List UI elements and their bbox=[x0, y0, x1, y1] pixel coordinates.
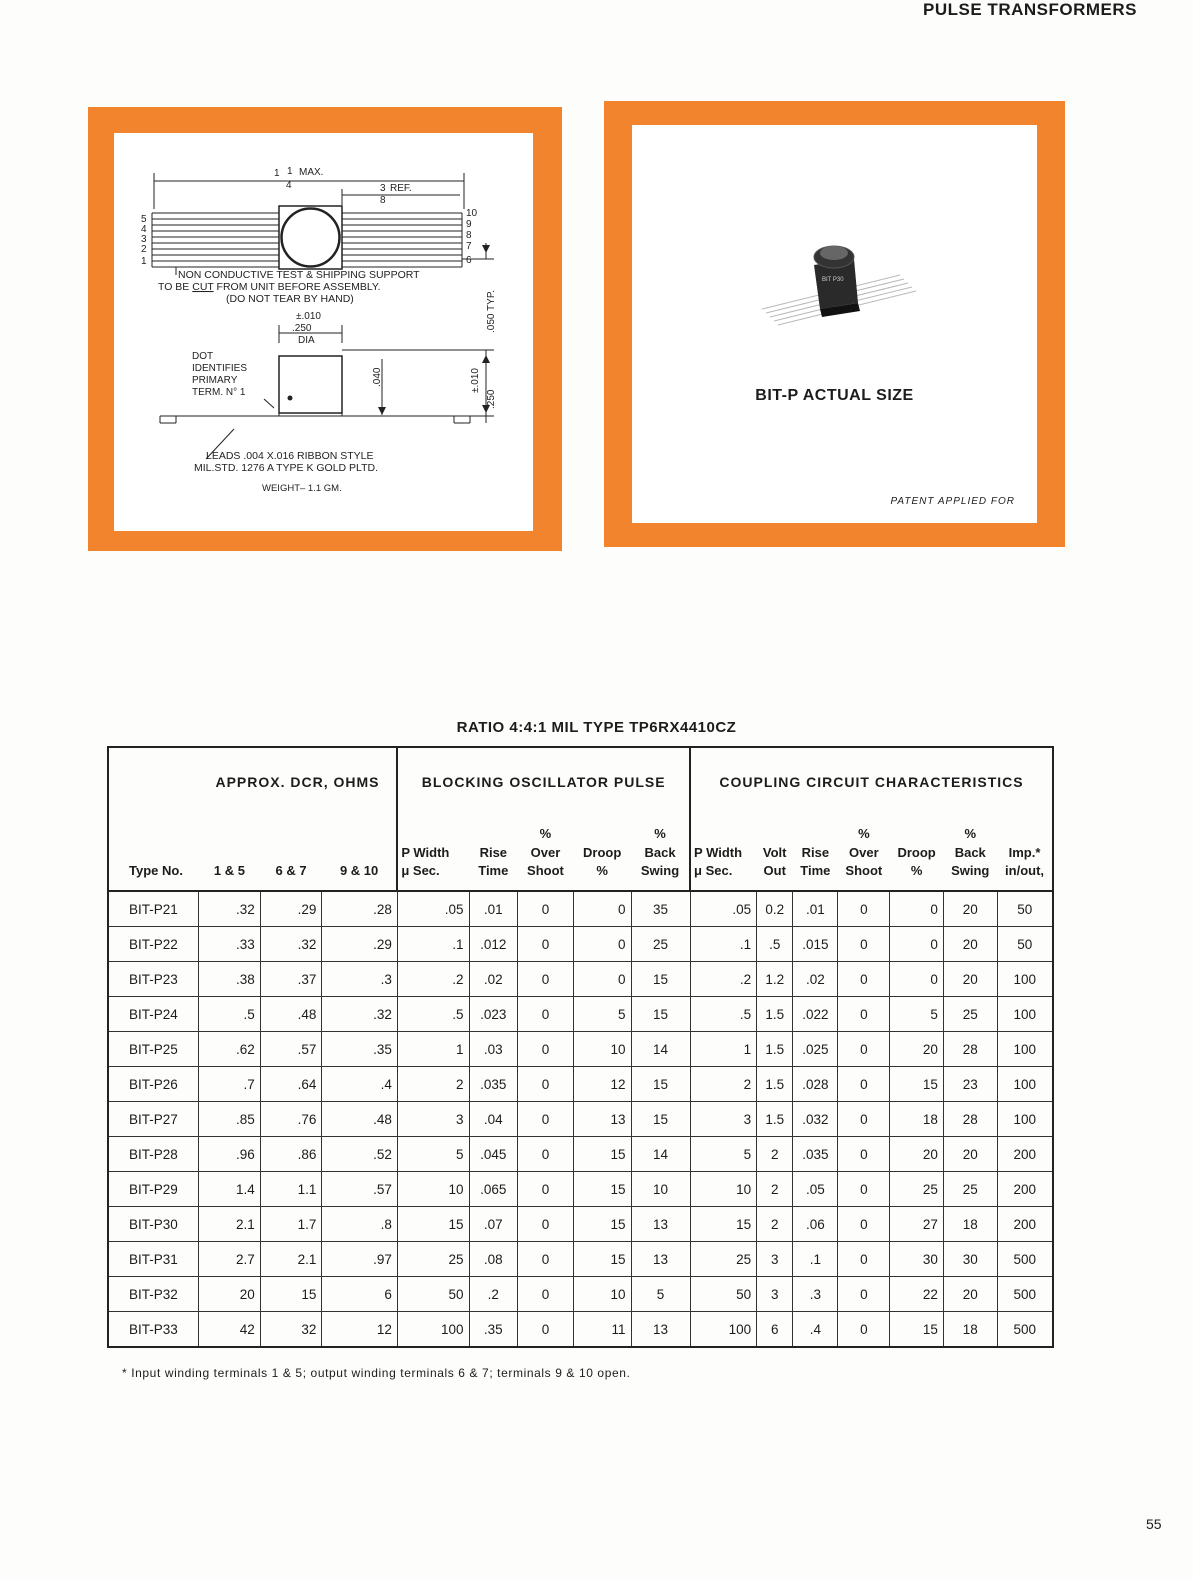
value-cell: .015 bbox=[793, 927, 838, 962]
col-bo-rise: Rise Time bbox=[469, 816, 518, 891]
pin-label: 8 bbox=[466, 230, 472, 241]
value-cell: 13 bbox=[631, 1242, 690, 1277]
col-cc-over: % Over Shoot bbox=[838, 816, 890, 891]
value-cell: 1.5 bbox=[757, 997, 793, 1032]
value-cell: 0 bbox=[518, 1207, 574, 1242]
value-cell: 11 bbox=[573, 1312, 631, 1348]
value-cell: 15 bbox=[573, 1172, 631, 1207]
dia-tolerance: ±.010 bbox=[296, 311, 321, 322]
table-row bbox=[108, 927, 1053, 962]
value-cell: 20 bbox=[943, 1137, 997, 1172]
value-cell: 13 bbox=[631, 1207, 690, 1242]
value-cell: 3 bbox=[690, 1102, 757, 1137]
value-cell: .64 bbox=[260, 1067, 322, 1102]
type-cell: BIT-P23 bbox=[108, 962, 199, 997]
value-cell: 0 bbox=[838, 1032, 890, 1067]
value-cell: .2 bbox=[690, 962, 757, 997]
value-cell: 100 bbox=[997, 997, 1053, 1032]
value-cell: 5 bbox=[631, 1277, 690, 1312]
pin-label: 7 bbox=[466, 241, 472, 252]
ref-label: REF. bbox=[390, 183, 412, 194]
ref-den: 8 bbox=[380, 195, 386, 206]
max-num: 1 bbox=[287, 166, 293, 177]
value-cell: 15 bbox=[631, 1102, 690, 1137]
col-cc-back: % Back Swing bbox=[943, 816, 997, 891]
value-cell: 0 bbox=[518, 1067, 574, 1102]
col-cc-pwidth: P Width μ Sec. bbox=[690, 816, 757, 891]
value-cell: 100 bbox=[690, 1312, 757, 1348]
table-row bbox=[108, 1137, 1053, 1172]
value-cell: .5 bbox=[757, 927, 793, 962]
value-cell: 0 bbox=[518, 1277, 574, 1312]
value-cell: 15 bbox=[573, 1242, 631, 1277]
value-cell: 0 bbox=[573, 927, 631, 962]
dimension-drawing bbox=[114, 133, 533, 531]
type-cell: BIT-P26 bbox=[108, 1067, 199, 1102]
value-cell: 200 bbox=[997, 1172, 1053, 1207]
value-cell: .2 bbox=[397, 962, 469, 997]
pin-label: 5 bbox=[141, 214, 147, 225]
support-note-line1: NON CONDUCTIVE TEST & SHIPPING SUPPORT bbox=[178, 269, 420, 281]
dot-note: DOT bbox=[192, 351, 214, 362]
value-cell: 2 bbox=[757, 1172, 793, 1207]
value-cell: .03 bbox=[469, 1032, 518, 1067]
value-cell: 0 bbox=[890, 962, 944, 997]
footnote: * Input winding terminals 1 & 5; output winding terminals 6 & 7; terminals 9 & 10 open. bbox=[122, 1366, 631, 1380]
type-cell: BIT-P30 bbox=[108, 1207, 199, 1242]
table-row bbox=[108, 1312, 1053, 1348]
value-cell: 0 bbox=[838, 1172, 890, 1207]
value-cell: 2 bbox=[690, 1067, 757, 1102]
leads-note-line2: MIL.STD. 1276 A TYPE K GOLD PLTD. bbox=[194, 462, 379, 474]
value-cell: 1 bbox=[690, 1032, 757, 1067]
value-cell: 0 bbox=[838, 1102, 890, 1137]
col-bo-back: % Back Swing bbox=[631, 816, 690, 891]
value-cell: 0 bbox=[838, 1242, 890, 1277]
value-cell: 0 bbox=[573, 962, 631, 997]
value-cell: 0 bbox=[838, 1137, 890, 1172]
value-cell: .022 bbox=[793, 997, 838, 1032]
value-cell: 0 bbox=[838, 1312, 890, 1348]
value-cell: 25 bbox=[631, 927, 690, 962]
value-cell: 1.5 bbox=[757, 1067, 793, 1102]
value-cell: 25 bbox=[890, 1172, 944, 1207]
col-bo-pwidth: P Width μ Sec. bbox=[397, 816, 469, 891]
value-cell: 15 bbox=[631, 1067, 690, 1102]
value-cell: 20 bbox=[943, 891, 997, 927]
value-cell: .05 bbox=[690, 891, 757, 927]
value-cell: .38 bbox=[199, 962, 261, 997]
dia-value: .250 bbox=[292, 323, 312, 334]
value-cell: 0 bbox=[838, 962, 890, 997]
weight-note: WEIGHT– 1.1 GM. bbox=[262, 483, 342, 494]
page-number: 55 bbox=[1146, 1516, 1162, 1532]
value-cell: 20 bbox=[943, 1277, 997, 1312]
pin-label: 2 bbox=[141, 244, 147, 255]
value-cell: .37 bbox=[260, 962, 322, 997]
value-cell: .04 bbox=[469, 1102, 518, 1137]
value-cell: .29 bbox=[260, 891, 322, 927]
value-cell: 10 bbox=[631, 1172, 690, 1207]
value-cell: 100 bbox=[997, 1102, 1053, 1137]
pin-label: 3 bbox=[141, 234, 147, 245]
value-cell: 18 bbox=[943, 1312, 997, 1348]
value-cell: 0 bbox=[518, 1312, 574, 1348]
part-marking: BIT P30 bbox=[822, 277, 844, 283]
col-dcr-67: 6 & 7 bbox=[260, 816, 322, 891]
value-cell: .08 bbox=[469, 1242, 518, 1277]
value-cell: 5 bbox=[397, 1137, 469, 1172]
value-cell: 5 bbox=[690, 1137, 757, 1172]
type-cell: BIT-P31 bbox=[108, 1242, 199, 1277]
ref-num: 3 bbox=[380, 183, 386, 194]
type-cell: BIT-P25 bbox=[108, 1032, 199, 1067]
value-cell: 0 bbox=[838, 1067, 890, 1102]
value-cell: 18 bbox=[890, 1102, 944, 1137]
value-cell: .62 bbox=[199, 1032, 261, 1067]
value-cell: .01 bbox=[793, 891, 838, 927]
value-cell: 1 bbox=[397, 1032, 469, 1067]
value-cell: 50 bbox=[690, 1277, 757, 1312]
value-cell: 25 bbox=[943, 1172, 997, 1207]
value-cell: 3 bbox=[757, 1277, 793, 1312]
value-cell: 18 bbox=[943, 1207, 997, 1242]
dim-040: .040 bbox=[372, 367, 383, 387]
table-row bbox=[108, 997, 1053, 1032]
value-cell: 20 bbox=[943, 927, 997, 962]
value-cell: 50 bbox=[997, 891, 1053, 927]
table-row bbox=[108, 1032, 1053, 1067]
value-cell: .48 bbox=[322, 1102, 397, 1137]
value-cell: 50 bbox=[397, 1277, 469, 1312]
spec-table bbox=[107, 746, 1054, 1348]
dim-250: .250 bbox=[486, 389, 497, 409]
type-cell: BIT-P29 bbox=[108, 1172, 199, 1207]
table-row bbox=[108, 1102, 1053, 1137]
dia-label: DIA bbox=[298, 335, 315, 346]
value-cell: 2 bbox=[397, 1067, 469, 1102]
spec-table-body bbox=[108, 891, 1053, 1347]
dim-010: ±.010 bbox=[470, 368, 481, 393]
pin-label: 10 bbox=[466, 208, 478, 219]
pin-label: 1 bbox=[141, 256, 147, 267]
value-cell: .4 bbox=[793, 1312, 838, 1348]
value-cell: 100 bbox=[997, 1067, 1053, 1102]
value-cell: .035 bbox=[469, 1067, 518, 1102]
value-cell: .86 bbox=[260, 1137, 322, 1172]
value-cell: 12 bbox=[322, 1312, 397, 1348]
col-cc-imp: Imp.* in/out, bbox=[997, 816, 1053, 891]
type-cell: BIT-P33 bbox=[108, 1312, 199, 1348]
value-cell: 2 bbox=[757, 1137, 793, 1172]
type-cell: BIT-P28 bbox=[108, 1137, 199, 1172]
col-cc-volt: Volt Out bbox=[757, 816, 793, 891]
type-cell: BIT-P24 bbox=[108, 997, 199, 1032]
value-cell: 22 bbox=[890, 1277, 944, 1312]
value-cell: .1 bbox=[690, 927, 757, 962]
value-cell: 1.7 bbox=[260, 1207, 322, 1242]
value-cell: 0 bbox=[518, 962, 574, 997]
value-cell: 0 bbox=[518, 997, 574, 1032]
value-cell: 1.5 bbox=[757, 1102, 793, 1137]
value-cell: .76 bbox=[260, 1102, 322, 1137]
value-cell: 0 bbox=[838, 891, 890, 927]
col-cc-rise: Rise Time bbox=[793, 816, 838, 891]
photo-panel bbox=[604, 101, 1065, 547]
value-cell: .1 bbox=[397, 927, 469, 962]
value-cell: .85 bbox=[199, 1102, 261, 1137]
table-row bbox=[108, 1067, 1053, 1102]
dot-note: IDENTIFIES bbox=[192, 363, 248, 374]
value-cell: .29 bbox=[322, 927, 397, 962]
dot-note: PRIMARY bbox=[192, 375, 238, 386]
photo-panel-inner bbox=[632, 125, 1037, 523]
value-cell: 15 bbox=[631, 997, 690, 1032]
value-cell: 0 bbox=[518, 1032, 574, 1067]
value-cell: .4 bbox=[322, 1067, 397, 1102]
value-cell: 15 bbox=[631, 962, 690, 997]
value-cell: .045 bbox=[469, 1137, 518, 1172]
value-cell: .01 bbox=[469, 891, 518, 927]
value-cell: .57 bbox=[322, 1172, 397, 1207]
value-cell: 20 bbox=[199, 1277, 261, 1312]
col-dcr-910: 9 & 10 bbox=[322, 816, 397, 891]
value-cell: .025 bbox=[793, 1032, 838, 1067]
type-cell: BIT-P21 bbox=[108, 891, 199, 927]
value-cell: 2 bbox=[757, 1207, 793, 1242]
value-cell: .33 bbox=[199, 927, 261, 962]
value-cell: 3 bbox=[397, 1102, 469, 1137]
col-bo-over: % Over Shoot bbox=[518, 816, 574, 891]
value-cell: .48 bbox=[260, 997, 322, 1032]
value-cell: .32 bbox=[322, 997, 397, 1032]
value-cell: 0 bbox=[518, 1242, 574, 1277]
value-cell: 25 bbox=[690, 1242, 757, 1277]
value-cell: 0 bbox=[518, 927, 574, 962]
value-cell: 0 bbox=[838, 927, 890, 962]
leads-note-line1: LEADS .004 X.016 RIBBON STYLE bbox=[206, 450, 374, 462]
value-cell: .35 bbox=[322, 1032, 397, 1067]
value-cell: .05 bbox=[793, 1172, 838, 1207]
max-den: 4 bbox=[286, 180, 292, 191]
value-cell: .32 bbox=[199, 891, 261, 927]
value-cell: .07 bbox=[469, 1207, 518, 1242]
table-row bbox=[108, 1207, 1053, 1242]
value-cell: 10 bbox=[690, 1172, 757, 1207]
value-cell: .5 bbox=[199, 997, 261, 1032]
value-cell: 15 bbox=[260, 1277, 322, 1312]
pin-label: 6 bbox=[466, 255, 472, 266]
value-cell: 15 bbox=[573, 1137, 631, 1172]
value-cell: .7 bbox=[199, 1067, 261, 1102]
type-cell: BIT-P32 bbox=[108, 1277, 199, 1312]
value-cell: .02 bbox=[469, 962, 518, 997]
value-cell: .032 bbox=[793, 1102, 838, 1137]
value-cell: 2.7 bbox=[199, 1242, 261, 1277]
value-cell: .52 bbox=[322, 1137, 397, 1172]
value-cell: 13 bbox=[631, 1312, 690, 1348]
value-cell: 42 bbox=[199, 1312, 261, 1348]
group-dcr: APPROX. DCR, OHMS bbox=[199, 747, 398, 816]
value-cell: 10 bbox=[573, 1277, 631, 1312]
value-cell: 2.1 bbox=[260, 1242, 322, 1277]
value-cell: 30 bbox=[943, 1242, 997, 1277]
value-cell: 0 bbox=[573, 891, 631, 927]
table-row bbox=[108, 1242, 1053, 1277]
value-cell: 2.1 bbox=[199, 1207, 261, 1242]
value-cell: .035 bbox=[793, 1137, 838, 1172]
value-cell: 15 bbox=[397, 1207, 469, 1242]
value-cell: .5 bbox=[690, 997, 757, 1032]
component-photo bbox=[632, 125, 1037, 523]
photo-caption: BIT-P ACTUAL SIZE bbox=[755, 387, 914, 404]
value-cell: .023 bbox=[469, 997, 518, 1032]
dim-050: .050 TYP. bbox=[486, 290, 497, 333]
value-cell: .05 bbox=[397, 891, 469, 927]
value-cell: .3 bbox=[322, 962, 397, 997]
value-cell: 15 bbox=[690, 1207, 757, 1242]
value-cell: 20 bbox=[890, 1032, 944, 1067]
type-cell: BIT-P27 bbox=[108, 1102, 199, 1137]
col-dcr-15: 1 & 5 bbox=[199, 816, 261, 891]
value-cell: .06 bbox=[793, 1207, 838, 1242]
patent-note: PATENT APPLIED FOR bbox=[890, 496, 1015, 507]
value-cell: 0 bbox=[838, 1207, 890, 1242]
value-cell: .065 bbox=[469, 1172, 518, 1207]
group-coupling: COUPLING CIRCUIT CHARACTERISTICS bbox=[719, 774, 1024, 790]
table-row bbox=[108, 1172, 1053, 1207]
drawing-panel-inner bbox=[114, 133, 533, 531]
value-cell: 15 bbox=[890, 1312, 944, 1348]
value-cell: 10 bbox=[397, 1172, 469, 1207]
value-cell: .3 bbox=[793, 1277, 838, 1312]
value-cell: 20 bbox=[943, 962, 997, 997]
value-cell: 200 bbox=[997, 1137, 1053, 1172]
value-cell: 100 bbox=[397, 1312, 469, 1348]
value-cell: 32 bbox=[260, 1312, 322, 1348]
value-cell: 6 bbox=[322, 1277, 397, 1312]
value-cell: 15 bbox=[890, 1067, 944, 1102]
value-cell: .35 bbox=[469, 1312, 518, 1348]
value-cell: 50 bbox=[997, 927, 1053, 962]
support-note-line3: (DO NOT TEAR BY HAND) bbox=[226, 293, 354, 305]
group-blocking: BLOCKING OSCILLATOR PULSE bbox=[397, 747, 690, 816]
value-cell: 0 bbox=[890, 891, 944, 927]
value-cell: .5 bbox=[397, 997, 469, 1032]
type-cell: BIT-P22 bbox=[108, 927, 199, 962]
value-cell: 5 bbox=[890, 997, 944, 1032]
value-cell: .32 bbox=[260, 927, 322, 962]
value-cell: .97 bbox=[322, 1242, 397, 1277]
value-cell: 5 bbox=[573, 997, 631, 1032]
value-cell: 23 bbox=[943, 1067, 997, 1102]
value-cell: 13 bbox=[573, 1102, 631, 1137]
value-cell: .028 bbox=[793, 1067, 838, 1102]
value-cell: 25 bbox=[943, 997, 997, 1032]
value-cell: .57 bbox=[260, 1032, 322, 1067]
max-whole: 1 bbox=[274, 168, 280, 179]
table-row bbox=[108, 1277, 1053, 1312]
table-row bbox=[108, 891, 1053, 927]
value-cell: 0 bbox=[518, 1102, 574, 1137]
value-cell: 10 bbox=[573, 1032, 631, 1067]
pin-label: 4 bbox=[141, 224, 147, 235]
value-cell: .96 bbox=[199, 1137, 261, 1172]
value-cell: 25 bbox=[397, 1242, 469, 1277]
table-title: RATIO 4:4:1 MIL TYPE TP6RX4410CZ bbox=[456, 719, 737, 736]
value-cell: .012 bbox=[469, 927, 518, 962]
value-cell: 20 bbox=[890, 1137, 944, 1172]
col-cc-droop: Droop % bbox=[890, 816, 944, 891]
value-cell: 0 bbox=[518, 891, 574, 927]
value-cell: 1.2 bbox=[757, 962, 793, 997]
max-label: MAX. bbox=[299, 167, 324, 178]
support-note-line2: TO BE CUT FROM UNIT BEFORE ASSEMBLY. bbox=[158, 281, 381, 293]
value-cell: 14 bbox=[631, 1032, 690, 1067]
value-cell: .2 bbox=[469, 1277, 518, 1312]
value-cell: .8 bbox=[322, 1207, 397, 1242]
value-cell: 0.2 bbox=[757, 891, 793, 927]
value-cell: 500 bbox=[997, 1242, 1053, 1277]
col-bo-droop: Droop % bbox=[573, 816, 631, 891]
value-cell: 27 bbox=[890, 1207, 944, 1242]
value-cell: 100 bbox=[997, 1032, 1053, 1067]
value-cell: 14 bbox=[631, 1137, 690, 1172]
value-cell: .28 bbox=[322, 891, 397, 927]
value-cell: 0 bbox=[890, 927, 944, 962]
value-cell: 0 bbox=[518, 1172, 574, 1207]
value-cell: 0 bbox=[518, 1137, 574, 1172]
value-cell: .1 bbox=[793, 1242, 838, 1277]
table-row bbox=[108, 962, 1053, 997]
pin-label: 9 bbox=[466, 219, 472, 230]
value-cell: 0 bbox=[838, 997, 890, 1032]
value-cell: 100 bbox=[997, 962, 1053, 997]
drawing-panel bbox=[88, 107, 562, 551]
value-cell: .02 bbox=[793, 962, 838, 997]
value-cell: 28 bbox=[943, 1032, 997, 1067]
value-cell: 28 bbox=[943, 1102, 997, 1137]
value-cell: 1.4 bbox=[199, 1172, 261, 1207]
value-cell: 35 bbox=[631, 891, 690, 927]
value-cell: 200 bbox=[997, 1207, 1053, 1242]
value-cell: 0 bbox=[838, 1277, 890, 1312]
value-cell: 1.1 bbox=[260, 1172, 322, 1207]
value-cell: 3 bbox=[757, 1242, 793, 1277]
dot-note: TERM. N° 1 bbox=[192, 387, 246, 398]
page-section-title: PULSE TRANSFORMERS bbox=[923, 0, 1137, 19]
value-cell: 500 bbox=[997, 1312, 1053, 1348]
value-cell: 1.5 bbox=[757, 1032, 793, 1067]
value-cell: 15 bbox=[573, 1207, 631, 1242]
value-cell: 6 bbox=[757, 1312, 793, 1348]
value-cell: 500 bbox=[997, 1277, 1053, 1312]
value-cell: 12 bbox=[573, 1067, 631, 1102]
col-type: Type No. bbox=[108, 816, 199, 891]
value-cell: 30 bbox=[890, 1242, 944, 1277]
